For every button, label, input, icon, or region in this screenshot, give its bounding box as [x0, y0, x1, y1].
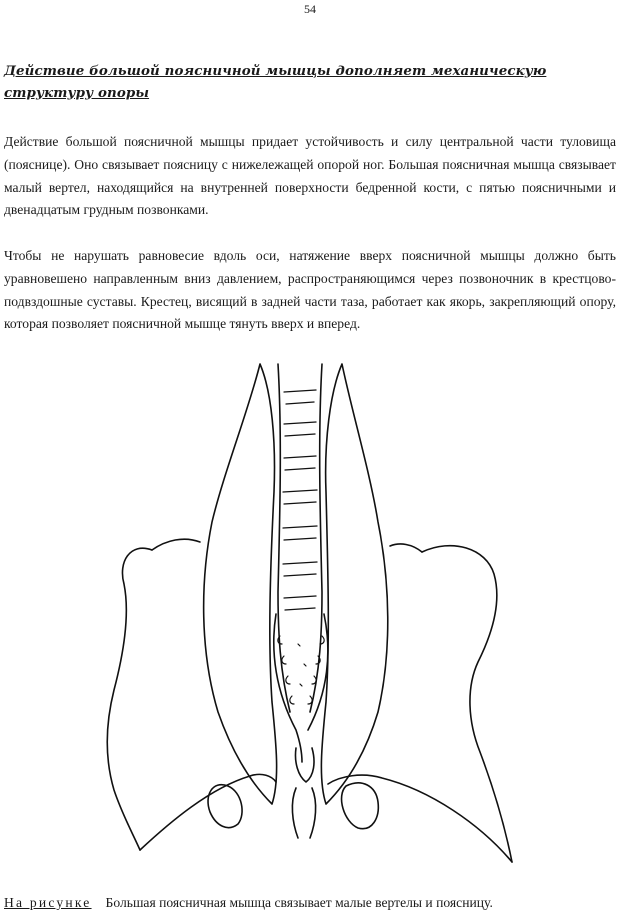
- caption-text: Большая поясничная мышца связывает малые вертелы и поясницу.: [105, 895, 493, 910]
- right-iliac-crest: [390, 544, 422, 552]
- page-number: 54: [304, 2, 316, 16]
- pubic-symphysis: [292, 788, 315, 838]
- coccyx: [295, 748, 314, 782]
- section-heading: Действие большой поясничной мышцы дополняет механическую структуру опоры: [4, 63, 547, 101]
- caption-label: На рисунке: [4, 895, 92, 910]
- right-pelvic-rim: [328, 775, 512, 862]
- figure-caption: [4, 895, 616, 911]
- paragraph-1: Действие большой поясничной мышцы придает устойчивость и силу центральной части туловища (пояснице). Оно связывает поясницу с нижележащей опорой ног. Большая поясничная мышца связывает малый вертел, находящийся на внутренней поверхности бедренной кости, с пятью поясничными и двенадцатым грудным позвонками.: [4, 134, 616, 218]
- right-obturator: [342, 783, 379, 829]
- left-obturator: [208, 785, 242, 828]
- paragraph-2: Чтобы не нарушать равновесие вдоль оси, натяжение вверх поясничной мышцы должно быть уравновешено направленным вниз давлением, распространяющимся через позвоночник в крестцово-подвздошные суставы. Крестец, висящий в задней части таза, работает как якорь, закрепляющий опору, которая позволяет поясничной мышце тянуть вверх и вперед.: [4, 248, 616, 332]
- spine-left-edge: [278, 364, 290, 712]
- left-iliac-wing: [107, 548, 152, 850]
- right-iliac-wing: [422, 546, 512, 862]
- vertebral-discs: [283, 390, 317, 610]
- sacrum-outline: [274, 614, 328, 762]
- psoas-anatomy-illustration: [100, 352, 520, 872]
- left-psoas-muscle: [204, 364, 277, 804]
- right-psoas-muscle: [321, 364, 387, 804]
- left-iliac-crest: [152, 539, 200, 550]
